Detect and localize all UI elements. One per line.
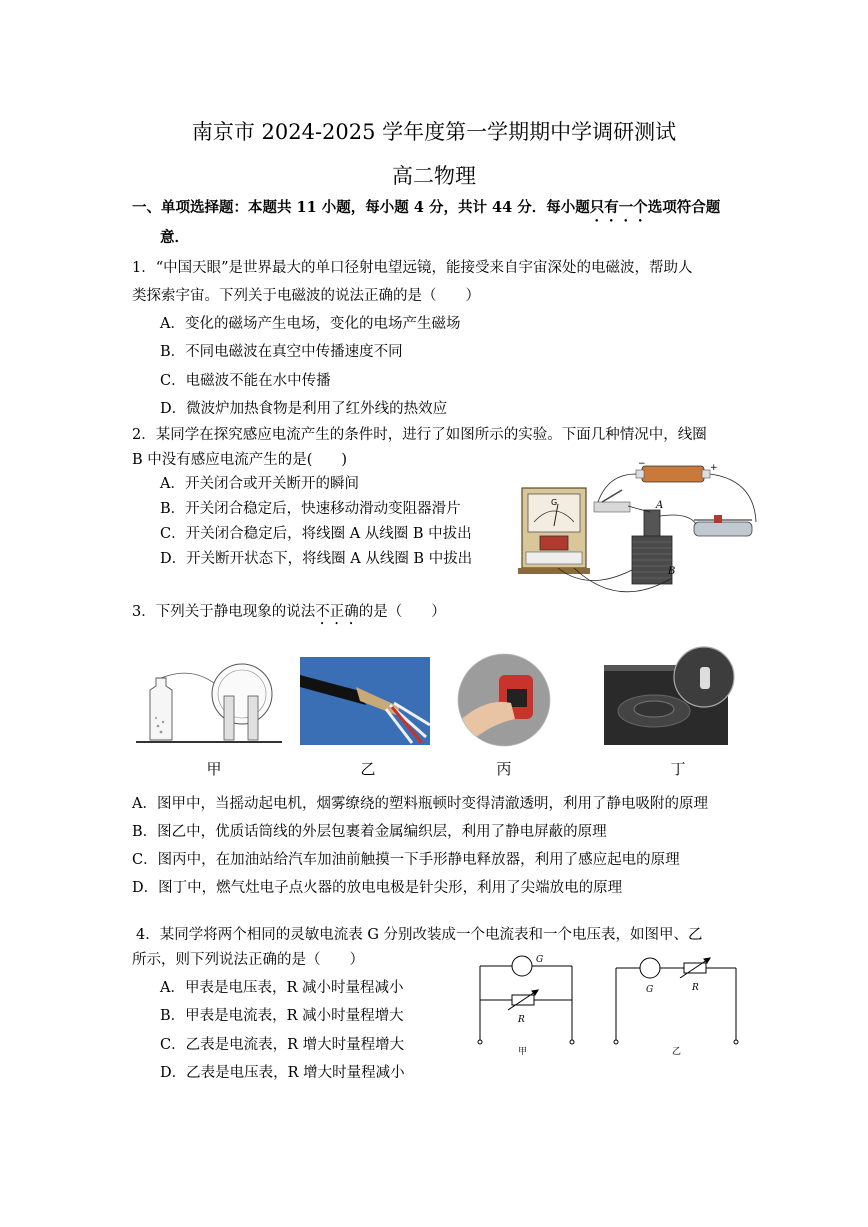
section-heading: 一、单项选择题：本题共 11 小题，每小题 4 分，共计 44 分．每小题只有一个选项符合题	[132, 199, 721, 216]
figure-ding-gas-stove-igniter	[604, 645, 738, 747]
q3-option-b: B．图乙中，优质话筒线的外层包裹着金属编织层，利用了静电屏蔽的原理	[132, 824, 607, 840]
yi-caption: 乙	[672, 1047, 682, 1057]
q4-option-b: B．甲表是电流表，R 减小时量程增大	[160, 1008, 404, 1024]
coil-a	[644, 510, 660, 538]
q3-stem: 3．下列关于静电现象的说法不正确的是（ ）	[132, 604, 446, 620]
figure-jia-electrostatic-machine	[136, 656, 282, 750]
caption-yi: 乙	[360, 760, 376, 778]
q2-option-a: A．开关闭合或开关断开的瞬间	[160, 476, 359, 492]
q1-option-b: B．不同电磁波在真空中传播速度不同	[160, 344, 403, 360]
page-title: 南京市 2024-2025 学年度第一学期期中学调研测试	[191, 120, 677, 144]
q1-option-c: C．电磁波不能在水中传播	[160, 373, 331, 389]
q1-option-a: A．变化的磁场产生电场，变化的电场产生磁场	[160, 316, 461, 332]
battery	[642, 466, 704, 482]
galvanometer-magnet	[540, 536, 568, 550]
yi-g-label: G	[646, 985, 654, 995]
q3-option-c: C．图丙中，在加油站给汽车加油前触摸一下手形静电释放器，利用了感应起电的原理	[132, 852, 680, 868]
q1-stem-line1: 1．“中国天眼”是世界最大的单口径射电望远镜，能接受来自宇宙深处的电磁波，帮助人	[132, 260, 693, 276]
q2-option-c: C．开关闭合稳定后，将线圈 A 从线圈 B 中拔出	[160, 526, 472, 542]
q2-option-b: B．开关闭合稳定后，快速移动滑动变阻器滑片	[160, 501, 461, 517]
caption-jia: 甲	[206, 760, 222, 778]
induction-experiment-figure	[518, 460, 758, 602]
figure-yi-shielded-cable	[300, 657, 430, 745]
q2-stem-line1: 2．某同学在探究感应电流产生的条件时，进行了如图所示的实验。下面几种情况中，线圈	[132, 427, 707, 443]
q2-option-d: D．开关断开状态下，将线圈 A 从线圈 B 中拔出	[160, 551, 473, 567]
q4-option-a: A．甲表是电压表，R 减小时量程减小	[160, 980, 404, 996]
jia-caption: 甲	[518, 1047, 528, 1057]
galvanometer-symbol	[640, 958, 660, 978]
galvanometer-label: G	[551, 498, 558, 507]
q4-stem-line2: 所示，则下列说法正确的是（ ）	[132, 952, 364, 968]
caption-bing: 丙	[496, 760, 512, 778]
section-heading-cont: 意．	[160, 229, 189, 246]
q3-option-d: D．图丁中，燃气灶电子点火器的放电电极是针尖形，利用了尖端放电的原理	[132, 880, 623, 896]
q4-option-d: D．乙表是电压表，R 增大时量程减小	[160, 1065, 405, 1081]
q3-option-a: A．图甲中，当摇动起电机，烟雾缭绕的塑料瓶顿时变得清澈透明，利用了静电吸附的原理	[132, 796, 708, 812]
jia-r-label: R	[518, 1015, 525, 1025]
q4-option-c: C．乙表是电流表，R 增大时量程增大	[160, 1037, 405, 1053]
jia-g-label: G	[536, 955, 544, 965]
yi-r-label: R	[692, 983, 699, 993]
figure-bing-static-discharger	[457, 653, 551, 747]
q1-option-d: D．微波炉加热食物是利用了红外线的热效应	[160, 401, 448, 417]
switch	[594, 502, 630, 512]
circuit-jia	[474, 950, 580, 1058]
igniter-electrode	[700, 667, 710, 689]
minus-terminal-label: −	[638, 460, 646, 469]
galvanometer-symbol	[512, 956, 532, 976]
q4-stem-line1: 4．某同学将两个相同的灵敏电流表 G 分别改装成一个电流表和一个电压表，如图甲、乙	[136, 927, 703, 943]
circuit-yi	[610, 950, 742, 1058]
q1-stem-line2: 类探索宇宙。下列关于电磁波的说法正确的是（ ）	[132, 288, 480, 304]
q2-stem-line2: B 中没有感应电流产生的是( )	[132, 452, 348, 468]
coil-b-label: B	[668, 566, 676, 577]
coil-a-label: A	[656, 500, 664, 511]
plus-terminal-label: +	[710, 463, 718, 473]
rheostat	[694, 522, 752, 536]
subject-title: 高二物理	[392, 164, 476, 188]
caption-ding: 丁	[670, 760, 686, 778]
